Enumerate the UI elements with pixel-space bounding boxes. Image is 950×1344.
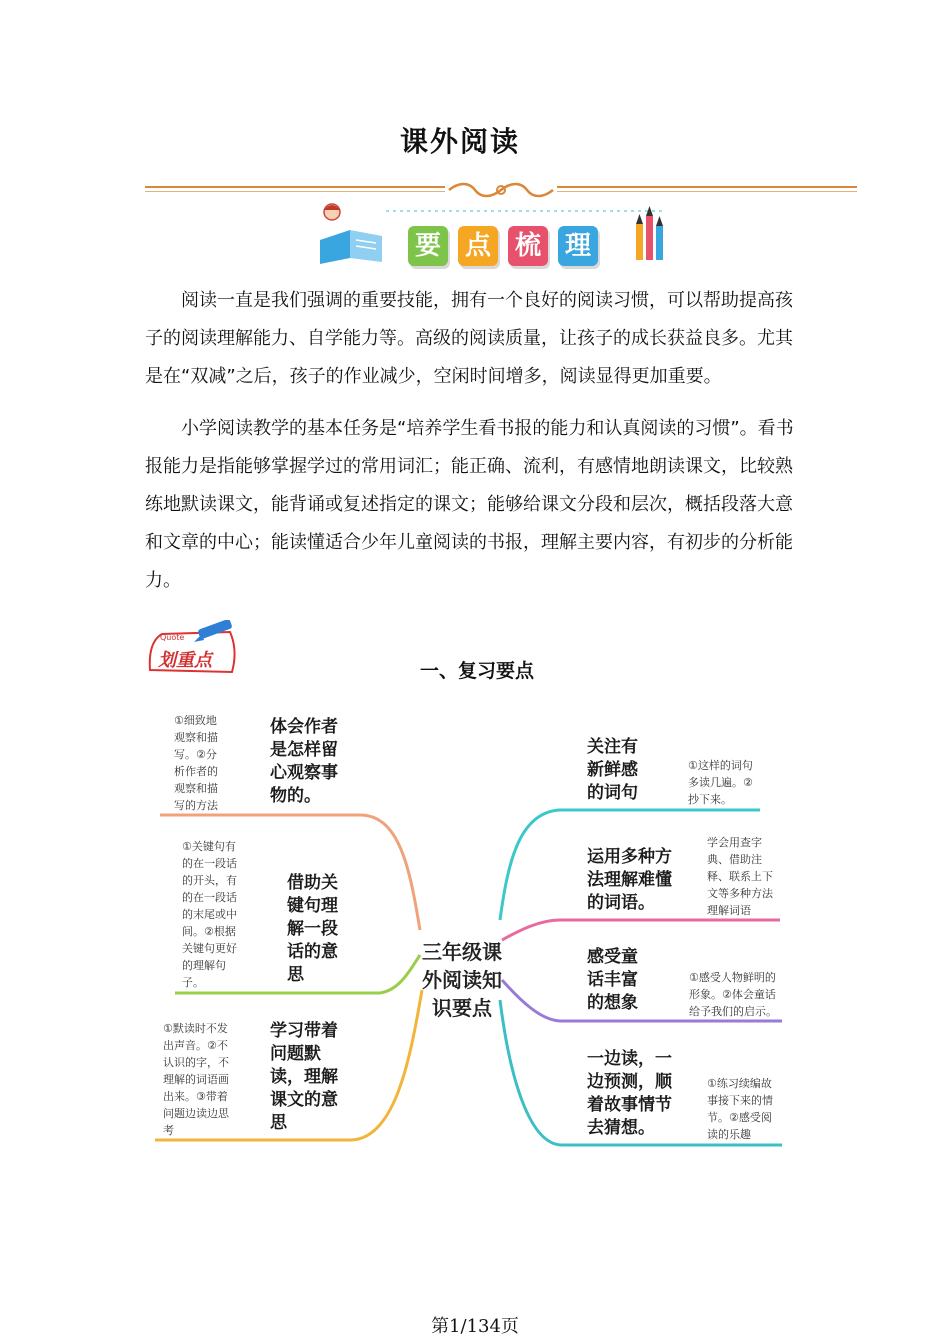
quote-text: 划重点: [158, 650, 212, 671]
banner-char-2: 点: [458, 226, 498, 266]
note-line: 的末尾或中: [182, 908, 237, 921]
topic-line: 感受童: [587, 947, 638, 967]
branch-note: [707, 834, 787, 919]
note-line: 的理解句: [182, 959, 226, 972]
topic-line: 是怎样留: [270, 740, 338, 760]
note-line: 的在一段话: [182, 891, 237, 904]
note-line: ①这样的词句: [688, 759, 753, 772]
intro-paragraph: 阅读一直是我们强调的重要技能，拥有一个良好的阅读习惯，可以帮助提高孩子的阅读理解能力、自学能力等。高级的阅读质量，让孩子的成长获益良多。尤其是在“双减”之后，孩子的作业减少，空闲时间增多，阅读显得更加重要。: [145, 290, 793, 387]
banner-char-1: 要: [408, 226, 448, 266]
topic-line: 法理解难懂: [587, 870, 672, 890]
branch-topic: [587, 846, 687, 915]
note-line: 出声音。②不: [163, 1039, 228, 1052]
note-line: 观察和描: [174, 731, 218, 744]
center-line: 识要点: [432, 996, 492, 1020]
mindmap-center: [418, 938, 506, 1022]
note-line: 学会用查字: [707, 836, 762, 849]
topic-line: 思: [287, 965, 304, 985]
note-line: 释、联系上下: [707, 870, 773, 883]
note-line: 关键句更好: [182, 942, 237, 955]
note-line: ①感受人物鲜明的: [689, 971, 776, 984]
note-line: ①关键句有: [182, 840, 236, 853]
note-line: 给予我们的启示。: [689, 1005, 777, 1018]
topic-line: 新鲜感: [587, 760, 638, 780]
note-line: 节。②感受阅: [707, 1111, 772, 1124]
note-line: 事接下来的情: [707, 1094, 773, 1107]
branch-topic: [587, 736, 657, 805]
branch-topic: [587, 946, 657, 1015]
note-line: 理解词语: [707, 904, 751, 917]
topic-line: 键句理: [287, 896, 338, 916]
banner-char-3: 梳: [508, 226, 548, 266]
topic-line: 解一段: [287, 919, 338, 939]
topic-line: 的词语。: [587, 893, 655, 913]
note-line: 问题边读边思: [163, 1107, 229, 1120]
note-line: 析作者的: [174, 765, 218, 778]
note-line: 文等多种方法: [707, 887, 773, 900]
topic-line: 运用多种方: [587, 847, 672, 867]
branch-note: [688, 757, 768, 808]
topic-line: 话丰富: [587, 970, 638, 990]
banner-char-4: 理: [558, 226, 598, 266]
note-line: 认识的字，不: [163, 1056, 229, 1069]
note-line: 读的乐趣: [707, 1128, 751, 1141]
topic-line: 的词句: [587, 783, 638, 803]
topic-line: 的想象: [587, 993, 638, 1013]
topic-line: 借助关: [287, 873, 338, 893]
branch-note: [182, 838, 252, 991]
topic-line: 学习带着: [270, 1021, 338, 1041]
topic-line: 一边读，一: [587, 1049, 672, 1069]
note-line: 抄下来。: [688, 793, 732, 806]
note-line: 写的方法: [174, 799, 218, 812]
branch-note: [174, 712, 234, 814]
topic-line: 关注有: [587, 737, 638, 757]
topic-line: 体会作者: [270, 717, 338, 737]
branch-topic: [270, 716, 350, 808]
branch-note: [689, 969, 785, 1020]
topic-line: 思: [270, 1113, 287, 1133]
note-line: ①默读时不发: [163, 1022, 228, 1035]
note-line: 的在一段话: [182, 857, 237, 870]
branch-topic: [287, 872, 347, 987]
note-line: 典、借助注: [707, 853, 762, 866]
note-line: 出来。③带着: [163, 1090, 228, 1103]
note-line: 写。②分: [174, 748, 217, 761]
note-line: 间。②根据: [182, 925, 236, 938]
topic-line: 话的意: [287, 942, 338, 962]
topic-line: 去猜想。: [587, 1118, 655, 1138]
page-number: 第1/134页: [431, 1316, 519, 1337]
task-paragraph: 小学阅读教学的基本任务是“培养学生看书报的能力和认真阅读的习惯”。看书报能力是指能够掌握学过的常用词汇；能正确、流利，有感情地朗读课文，比较熟练地默读课文，能背诵或复述指定的课文；能够给课文分段和层次，概括段落大意和文章的中心；能读懂适合少年儿童阅读的书报，理解主要内容，有初步的分析能力。: [145, 418, 794, 591]
page-title: 课外阅读: [399, 125, 520, 158]
quote-label: Quote: [160, 633, 185, 642]
topic-line: 边预测，顺: [587, 1072, 672, 1092]
branch-topic: [270, 1020, 350, 1135]
note-line: 子。: [182, 976, 204, 989]
topic-line: 心观察事: [270, 763, 338, 783]
note-line: 观察和描: [174, 782, 218, 795]
note-line: 的开头，有: [182, 874, 237, 887]
note-line: 考: [163, 1124, 174, 1137]
note-line: 理解的词语画: [163, 1073, 229, 1086]
topic-line: 着故事情节: [587, 1095, 672, 1115]
section-title: 一、复习要点: [420, 660, 535, 682]
center-line: 三年级课: [422, 940, 502, 964]
topic-line: 课文的意: [270, 1090, 338, 1110]
note-line: 多读几遍。②: [688, 776, 753, 789]
topic-line: 问题默: [270, 1044, 321, 1064]
branch-topic: [587, 1048, 687, 1140]
branch-note: [707, 1075, 787, 1143]
note-line: ①练习续编故: [707, 1077, 772, 1090]
note-line: 形象。②体会童话: [689, 988, 776, 1001]
topic-line: 物的。: [270, 786, 321, 806]
center-line: 外阅读知: [422, 968, 502, 992]
branch-note: [163, 1020, 243, 1139]
topic-line: 读，理解: [270, 1067, 338, 1087]
note-line: ①细致地: [174, 714, 217, 727]
